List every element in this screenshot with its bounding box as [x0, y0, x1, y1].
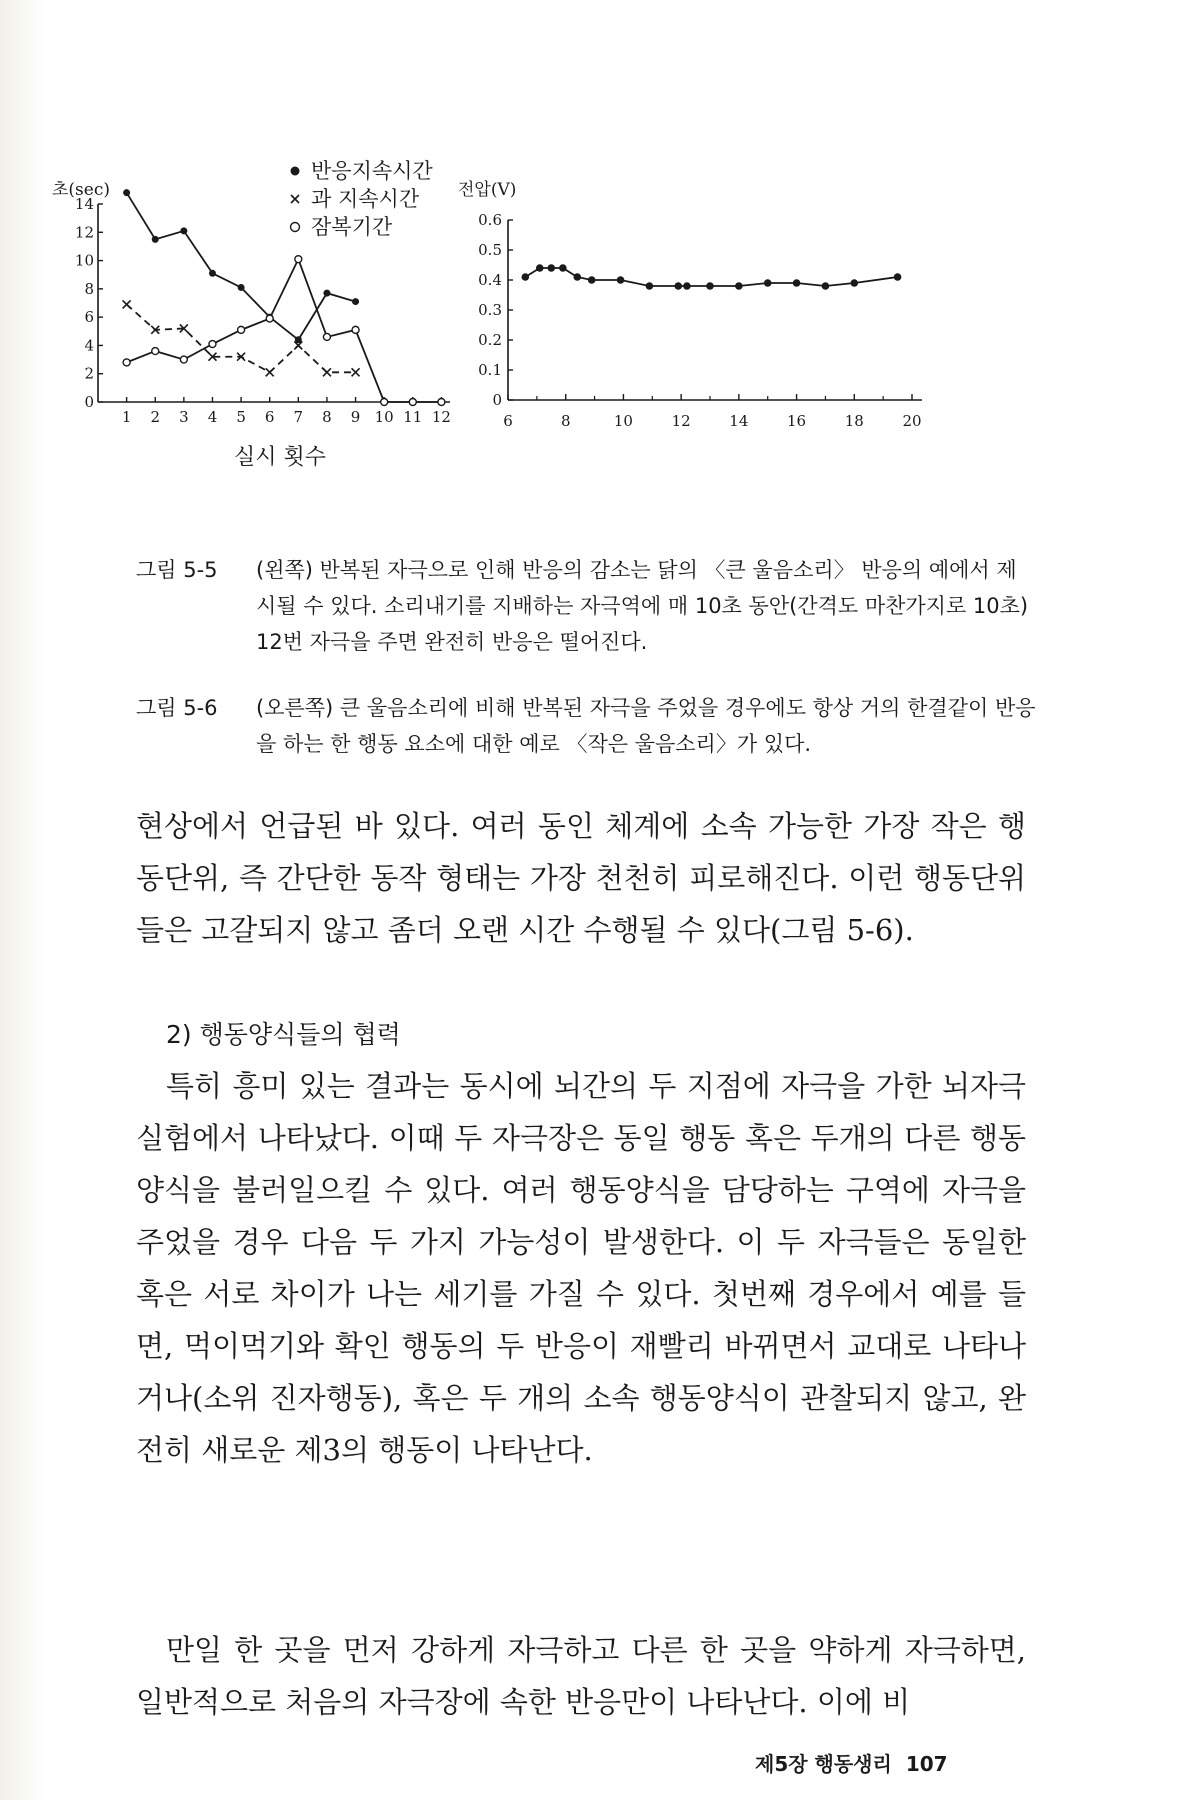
data-point — [123, 189, 130, 196]
body-paragraph: 특히 흥미 있는 결과는 동시에 뇌간의 두 지점에 자극을 가한 뇌자극실험에서 나타났다. 이때 두 자극장은 동일 행동 혹은 두개의 다른 행동양식을 불러일으킬 수 있다. 여러 행동양식을 담당하는 구역에 자극을 주었을 경우 다음 두 가지 가능성이 발생한다. 이 두 자극들은 동일한 혹은 서로 차이가 나는 세기를 가질 수 있다. 첫번째 경우에서 예를 들면, 먹이먹기와 확인 행동의 두 반응이 재빨리 바뀌면서 교대로 나타나거나(소위 진자행동), 혹은 두 개의 소속 행동양식이 관찰되지 않고, 완전히 새로운 제3의 행동이 나타난다. — [136, 1069, 1026, 1467]
x-tick-label: 16 — [787, 412, 807, 430]
x-tick-label: 2 — [150, 408, 161, 426]
data-point — [123, 300, 131, 308]
data-point — [822, 282, 830, 290]
series-group — [123, 189, 445, 405]
x-tick-label: 6 — [264, 408, 275, 426]
body-paragraph: 만일 한 곳을 먼저 강하게 자극하고 다른 한 곳을 약하게 자극하면, 일반적으로 처음의 자극장에 속한 반응만이 나타난다. 이에 비 — [136, 1633, 1026, 1719]
data-point — [573, 273, 581, 281]
figure-5-6-chart — [458, 170, 940, 440]
section-heading: 2) 행동양식들의 협력 — [166, 1020, 401, 1049]
data-point — [352, 326, 359, 333]
y-tick-label: 14 — [74, 195, 94, 213]
data-point — [123, 359, 130, 366]
data-point — [266, 368, 274, 376]
figure-caption-5-6 — [136, 690, 1036, 762]
figure-5-5-chart — [40, 160, 470, 470]
data-point — [266, 315, 273, 322]
data-point — [559, 264, 567, 272]
x-tick-label: 7 — [293, 408, 304, 426]
data-point — [381, 399, 388, 406]
x-tick-label: 10 — [613, 412, 633, 430]
data-point — [588, 276, 596, 284]
data-point — [547, 264, 555, 272]
data-point — [646, 282, 654, 290]
legend-label: 반응지속시간 — [311, 159, 433, 183]
data-point — [209, 341, 216, 348]
data-point — [238, 326, 245, 333]
y-tick-label: 4 — [84, 336, 94, 355]
data-point — [735, 282, 743, 290]
x-axis-label: 실시 횟수 — [233, 445, 327, 470]
data-point — [180, 356, 187, 363]
data-point — [536, 264, 544, 272]
data-point — [438, 399, 445, 406]
y-tick-label: 2 — [84, 364, 94, 383]
data-point — [894, 273, 902, 281]
x-tick-label: 6 — [503, 412, 513, 430]
legend-label: 과 지속시간 — [311, 187, 420, 211]
data-point — [764, 279, 772, 287]
data-point — [352, 298, 359, 305]
caption-text: (오른쪽) 큰 울음소리에 비해 반복된 자극을 주었을 경우에도 항상 거의 한결같이 반응을 하는 한 행동 요소에 대한 예로 〈작은 울음소리〉가 있다. — [256, 696, 1036, 756]
y-tick-label: 0.2 — [478, 331, 502, 349]
data-point — [152, 236, 159, 243]
x-tick-label: 5 — [236, 408, 246, 426]
y-tick-label: 0.1 — [478, 361, 502, 379]
series-line — [127, 304, 356, 372]
data-point — [617, 276, 625, 284]
data-point — [295, 256, 302, 263]
data-point — [522, 273, 530, 281]
y-axis-label: 초(sec) — [52, 180, 110, 200]
caption-text: (왼쪽) 반복된 자극으로 인해 반응의 감소는 닭의 〈큰 울음소리〉 반응의 예에서 제시될 수 있다. 소리내기를 지배하는 자극역에 매 10초 동안(간격도 마찬가지로 10초) 12번 자극을 주면 완전히 반응은 떨어진다. — [256, 558, 1029, 654]
figure-caption-5-5 — [136, 552, 1036, 660]
data-point — [323, 368, 331, 376]
y-tick-label: 0.3 — [478, 301, 502, 319]
x-tick-label: 4 — [207, 408, 218, 426]
y-axis-label: 전압(V) — [458, 180, 517, 200]
x-tick-label: 8 — [322, 408, 332, 426]
legend-marker — [291, 223, 300, 232]
y-tick-label: 6 — [84, 308, 94, 327]
y-tick-label: 10 — [74, 251, 94, 270]
axes — [508, 220, 922, 400]
data-point — [850, 279, 858, 287]
data-point — [152, 348, 159, 355]
x-tick-label: 10 — [374, 408, 394, 426]
legend — [291, 159, 434, 239]
legend-label: 잠복기간 — [311, 215, 393, 239]
series-group — [522, 264, 902, 290]
x-tick-label: 11 — [403, 408, 423, 426]
y-tick-label: 8 — [84, 279, 94, 298]
y-tick-label: 0.6 — [478, 211, 502, 229]
legend-marker — [291, 167, 300, 176]
x-tick-label: 18 — [844, 412, 864, 430]
data-point — [409, 399, 416, 406]
data-point — [323, 333, 330, 340]
caption-label: 그림 5-6 — [136, 696, 218, 720]
x-tick-label: 20 — [902, 412, 922, 430]
y-tick-label: 0 — [492, 391, 502, 409]
y-tick-label: 0 — [84, 393, 94, 411]
x-tick-label: 1 — [121, 408, 132, 426]
page-number: 107 — [905, 1752, 948, 1776]
x-tick-label: 8 — [560, 412, 571, 430]
x-tick-label: 3 — [179, 408, 189, 426]
y-tick-label: 0.4 — [478, 271, 502, 289]
data-point — [323, 290, 330, 297]
body-paragraph: 현상에서 언급된 바 있다. 여러 동인 체계에 소속 가능한 가장 작은 행동단위, 즉 간단한 동작 형태는 가장 천천히 피로해진다. 이런 행동단위들은 고갈되지 않고 좀더 오랜 시간 수행될 수 있다(그림 5-6). — [136, 809, 1026, 947]
series-line — [127, 259, 442, 402]
chapter-title: 제5장 행동생리 — [755, 1752, 892, 1776]
caption-label: 그림 5-5 — [136, 558, 218, 582]
legend-marker — [291, 195, 299, 203]
x-tick-label: 14 — [729, 412, 749, 430]
y-tick-label: 12 — [74, 223, 94, 242]
page-footer — [755, 1748, 962, 1777]
data-point — [706, 282, 714, 290]
data-point — [674, 282, 682, 290]
data-point — [238, 284, 245, 291]
data-point — [352, 368, 360, 376]
x-tick-label: 12 — [431, 408, 451, 426]
x-tick-label: 9 — [350, 408, 361, 426]
data-point — [180, 227, 187, 234]
x-tick-label: 12 — [671, 412, 691, 430]
data-point — [209, 270, 216, 277]
y-tick-label: 0.5 — [478, 241, 502, 259]
data-point — [683, 282, 691, 290]
data-point — [793, 279, 801, 287]
